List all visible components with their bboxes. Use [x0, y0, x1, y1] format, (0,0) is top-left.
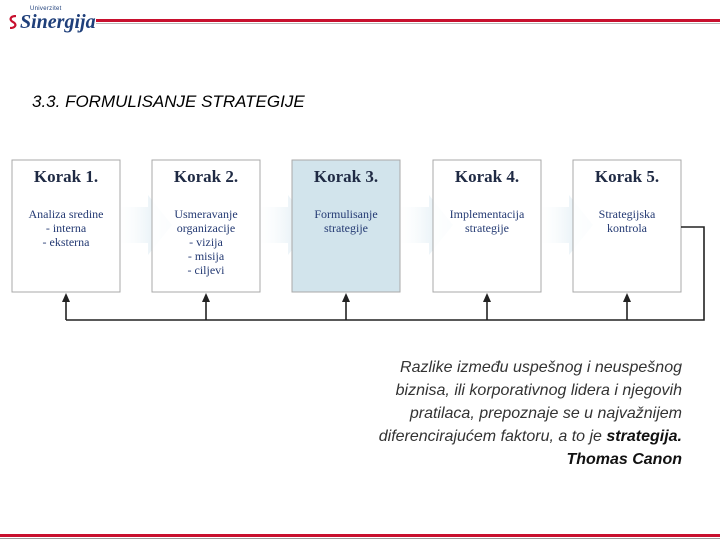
quote-keyword: strategija. — [606, 428, 682, 445]
header-bar — [0, 0, 720, 40]
step-description-line: - misija — [187, 249, 225, 263]
quote-line-3: pratilaca, prepoznaje se u najvažnijem — [409, 405, 682, 422]
strategy-process-diagram — [0, 150, 720, 335]
footer-gray-rule — [0, 538, 720, 539]
step-description-line: - interna — [45, 221, 87, 235]
step-description-line: - ciljevi — [187, 263, 225, 277]
logo-mark-icon — [8, 15, 18, 29]
step-box-4 — [433, 160, 541, 292]
feedback-arrowhead-icon — [62, 293, 70, 302]
step-heading: Korak 5. — [594, 167, 660, 186]
university-logo — [8, 6, 94, 34]
step-description-line: strategije — [465, 221, 509, 235]
step-description-line: Strategijska — [598, 207, 656, 221]
step-description-line: organizacije — [176, 221, 236, 235]
step-description-line: Analiza sredine — [28, 207, 104, 221]
logo-wordmark: Sinergija — [20, 11, 96, 33]
header-gray-rule — [96, 23, 720, 24]
step-box-5 — [573, 160, 681, 292]
step-heading: Korak 2. — [173, 167, 239, 186]
step-heading: Korak 1. — [33, 167, 99, 186]
quote-author-name: Thomas Canon — [566, 451, 682, 468]
logo-subtitle: Univerzitet — [30, 6, 62, 12]
feedback-arrowhead-icon — [483, 293, 491, 302]
step-description-line: Usmeravanje — [174, 207, 238, 221]
header-red-rule — [96, 19, 720, 22]
footer-red-rule — [0, 534, 720, 537]
quote-line-2: biznisa, ili korporativnog lidera i njegovih — [395, 382, 682, 399]
step-description-line: Implementacija — [449, 207, 525, 221]
quote-line-4 — [300, 425, 682, 448]
step-description-line: - vizija — [189, 235, 223, 249]
step-box-3 — [292, 160, 400, 292]
feedback-arrowhead-icon — [202, 293, 210, 302]
step-description-line: Formulisanje — [314, 207, 378, 221]
feedback-arrowhead-icon — [342, 293, 350, 302]
step-description-line: - eksterna — [42, 235, 90, 249]
quote-line-1: Razlike između uspešnog i neuspešnog — [400, 359, 682, 376]
step-heading: Korak 3. — [313, 167, 379, 186]
quote-block — [300, 356, 682, 471]
step-heading: Korak 4. — [454, 167, 520, 186]
page-title: 3.3. FORMULISANJE STRATEGIJE — [32, 92, 305, 111]
feedback-arrowhead-icon — [623, 293, 631, 302]
step-description-line: kontrola — [607, 221, 647, 235]
quote-author — [300, 448, 682, 471]
step-description-line: strategije — [324, 221, 368, 235]
step-box-2 — [152, 160, 260, 292]
quote-line-4-text: diferencirajućem faktoru, a to je — [378, 428, 607, 445]
step-box-1 — [12, 160, 120, 292]
